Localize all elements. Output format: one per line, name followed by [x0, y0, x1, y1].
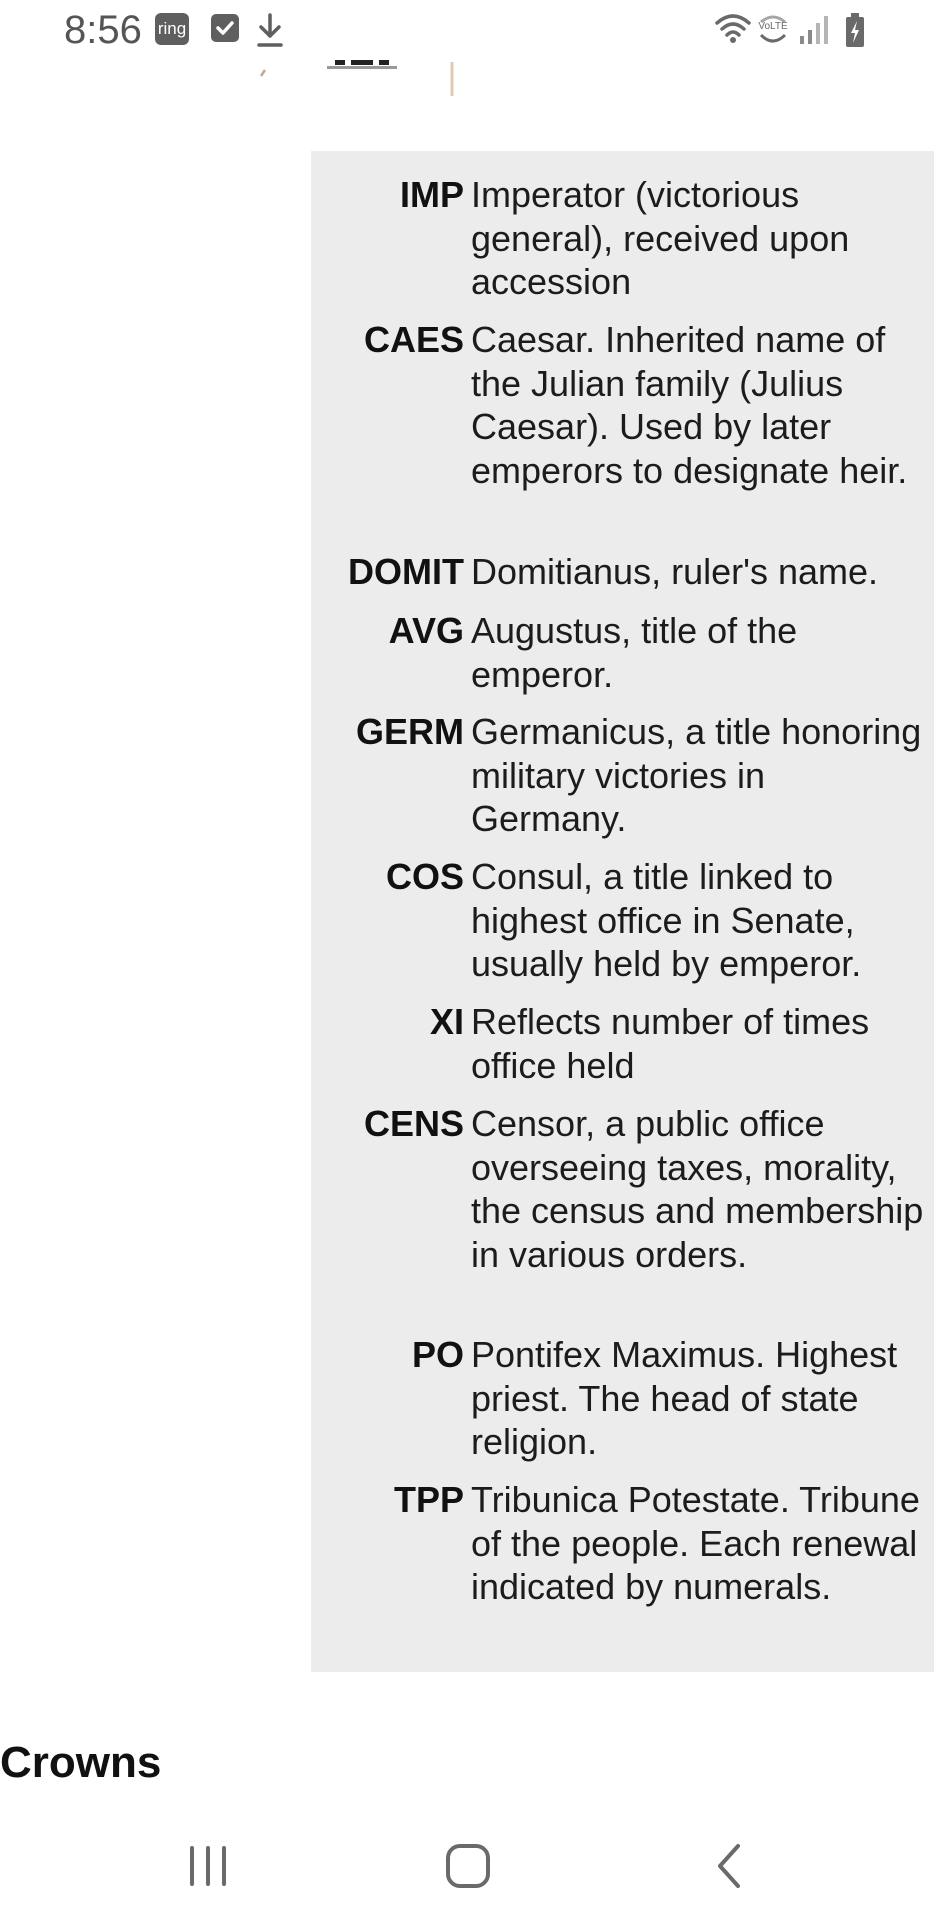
check-icon [211, 14, 239, 42]
recents-icon [178, 1836, 238, 1896]
abbr-definition: Caesar. Inherited name of the Julian family (Julius Caesar). Used by later emperors to designate heir. [471, 319, 908, 491]
recents-button[interactable] [178, 1836, 238, 1896]
abbr-definition: Tribunica Potestate. Tribune of the people. Each renewal indicated by numerals. [471, 1479, 920, 1607]
abbr-definition: Domitianus, ruler's name. [471, 551, 879, 592]
abbr-code: CENS [363, 1103, 464, 1144]
abbr-code: GERM [356, 711, 464, 752]
abbreviation-table [311, 151, 934, 1672]
abbr-definition: Pontifex Maximus. Highest priest. The head of state religion. [471, 1334, 898, 1462]
abbr-code: XI [429, 1001, 464, 1042]
cropped-coin-image [255, 50, 455, 98]
abbr-code: DOMIT [348, 551, 464, 592]
signal-icon [798, 14, 832, 46]
status-time: 8:56 [64, 8, 142, 52]
section-heading-crowns: Crowns [0, 1738, 162, 1787]
abbr-code: COS [385, 856, 464, 897]
home-button[interactable] [438, 1836, 498, 1896]
abbr-definition: Consul, a title linked to highest office in Senate, usually held by emperor. [471, 856, 862, 984]
status-bar [0, 0, 934, 62]
abbr-definition: Imperator (victorious general), received upon accession [471, 174, 850, 302]
battery-icon [844, 12, 866, 48]
download-icon [255, 12, 285, 48]
abbr-definition: Censor, a public office overseeing taxes, morality, the census and membership in various orders. [471, 1103, 924, 1275]
abbr-code: PO [411, 1334, 464, 1375]
volte-icon [755, 14, 791, 48]
back-button[interactable] [700, 1836, 760, 1896]
abbr-code: AVG [388, 610, 464, 651]
abbr-code: CAES [363, 319, 464, 360]
abbr-definition: Augustus, title of the emperor. [471, 610, 798, 695]
navigation-bar [0, 1810, 934, 1920]
svg-text:VoLTE: VoLTE [758, 21, 788, 32]
abbr-code: TPP [393, 1479, 464, 1520]
back-icon [700, 1836, 760, 1896]
abbr-definition: Reflects number of times office held [471, 1001, 870, 1086]
home-icon [438, 1836, 498, 1896]
ring-icon: ring [155, 13, 189, 45]
wifi-icon [714, 12, 752, 44]
abbr-code: IMP [399, 174, 464, 215]
abbr-definition: Germanicus, a title honoring military victories in Germany. [471, 711, 922, 839]
